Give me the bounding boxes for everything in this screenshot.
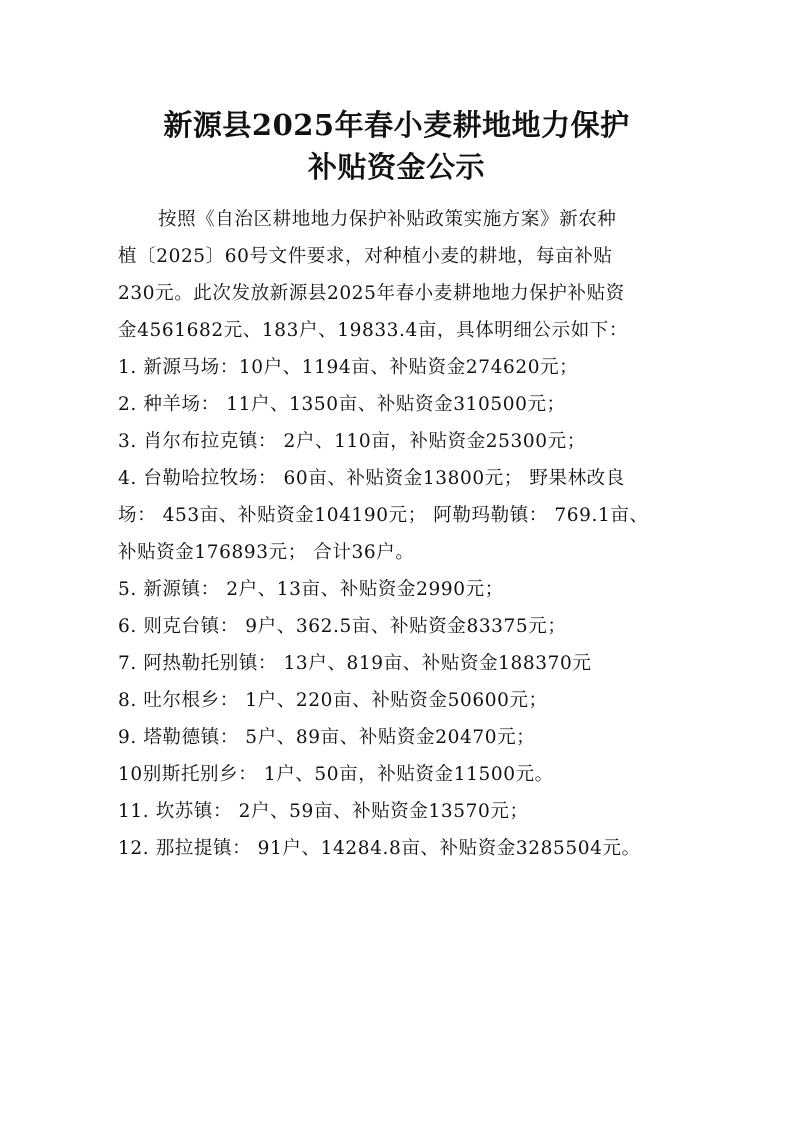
list-item-4-continued: 补贴资金176893元； 合计36户。 <box>118 542 415 563</box>
list-item-2: 2. 种羊场： 11户、1350亩、补贴资金310500元； <box>118 394 566 415</box>
list-item-8: 8. 吐尔根乡： 1户、220亩、补贴资金50600元； <box>118 690 548 711</box>
document-title-line-2: 补贴资金公示 <box>307 150 485 184</box>
body-paragraph-line: 植〔2025〕60号文件要求，对种植小麦的耕地，每亩补贴 <box>118 246 613 267</box>
document-body <box>118 201 693 867</box>
body-paragraph-line: 按照《自治区耕地地力保护补贴政策实施方案》新农种 <box>158 209 617 230</box>
list-item-4: 4. 台勒哈拉牧场： 60亩、补贴资金13800元； 野果林改良 <box>118 468 625 489</box>
body-paragraph-line: 金4561682元、183户、19833.4亩，具体明细公示如下： <box>118 320 629 341</box>
document-title-line-1: 新源县2025年春小麦耕地地力保护 <box>163 108 630 142</box>
list-item-4-continued: 场： 453亩、补贴资金104190元； 阿勒玛勒镇： 769.1亩、 <box>118 505 649 526</box>
list-item-10: 10别斯托别乡： 1户、50亩，补贴资金11500元。 <box>118 764 554 785</box>
list-item-12: 12. 那拉提镇： 91户、14284.8亩、补贴资金3285504元。 <box>118 838 641 859</box>
list-item-6: 6. 则克台镇： 9户、362.5亩、补贴资金83375元； <box>118 616 567 637</box>
list-item-5: 5. 新源镇： 2户、13亩、补贴资金2990元； <box>118 579 504 600</box>
list-item-3: 3. 肖尔布拉克镇： 2户、110亩，补贴资金25300元； <box>118 431 586 452</box>
list-item-11: 11. 坎苏镇： 2户、59亩、补贴资金13570元； <box>118 801 529 822</box>
list-item-9: 9. 塔勒德镇： 5户、89亩、补贴资金20470元； <box>118 727 536 748</box>
body-paragraph-line: 230元。此次发放新源县2025年春小麦耕地地力保护补贴资 <box>118 283 625 304</box>
list-item-1: 1. 新源马场：10户、1194亩、补贴资金274620元； <box>118 357 579 378</box>
list-item-7: 7. 阿热勒托别镇： 13户、819亩、补贴资金188370元 <box>118 653 592 674</box>
